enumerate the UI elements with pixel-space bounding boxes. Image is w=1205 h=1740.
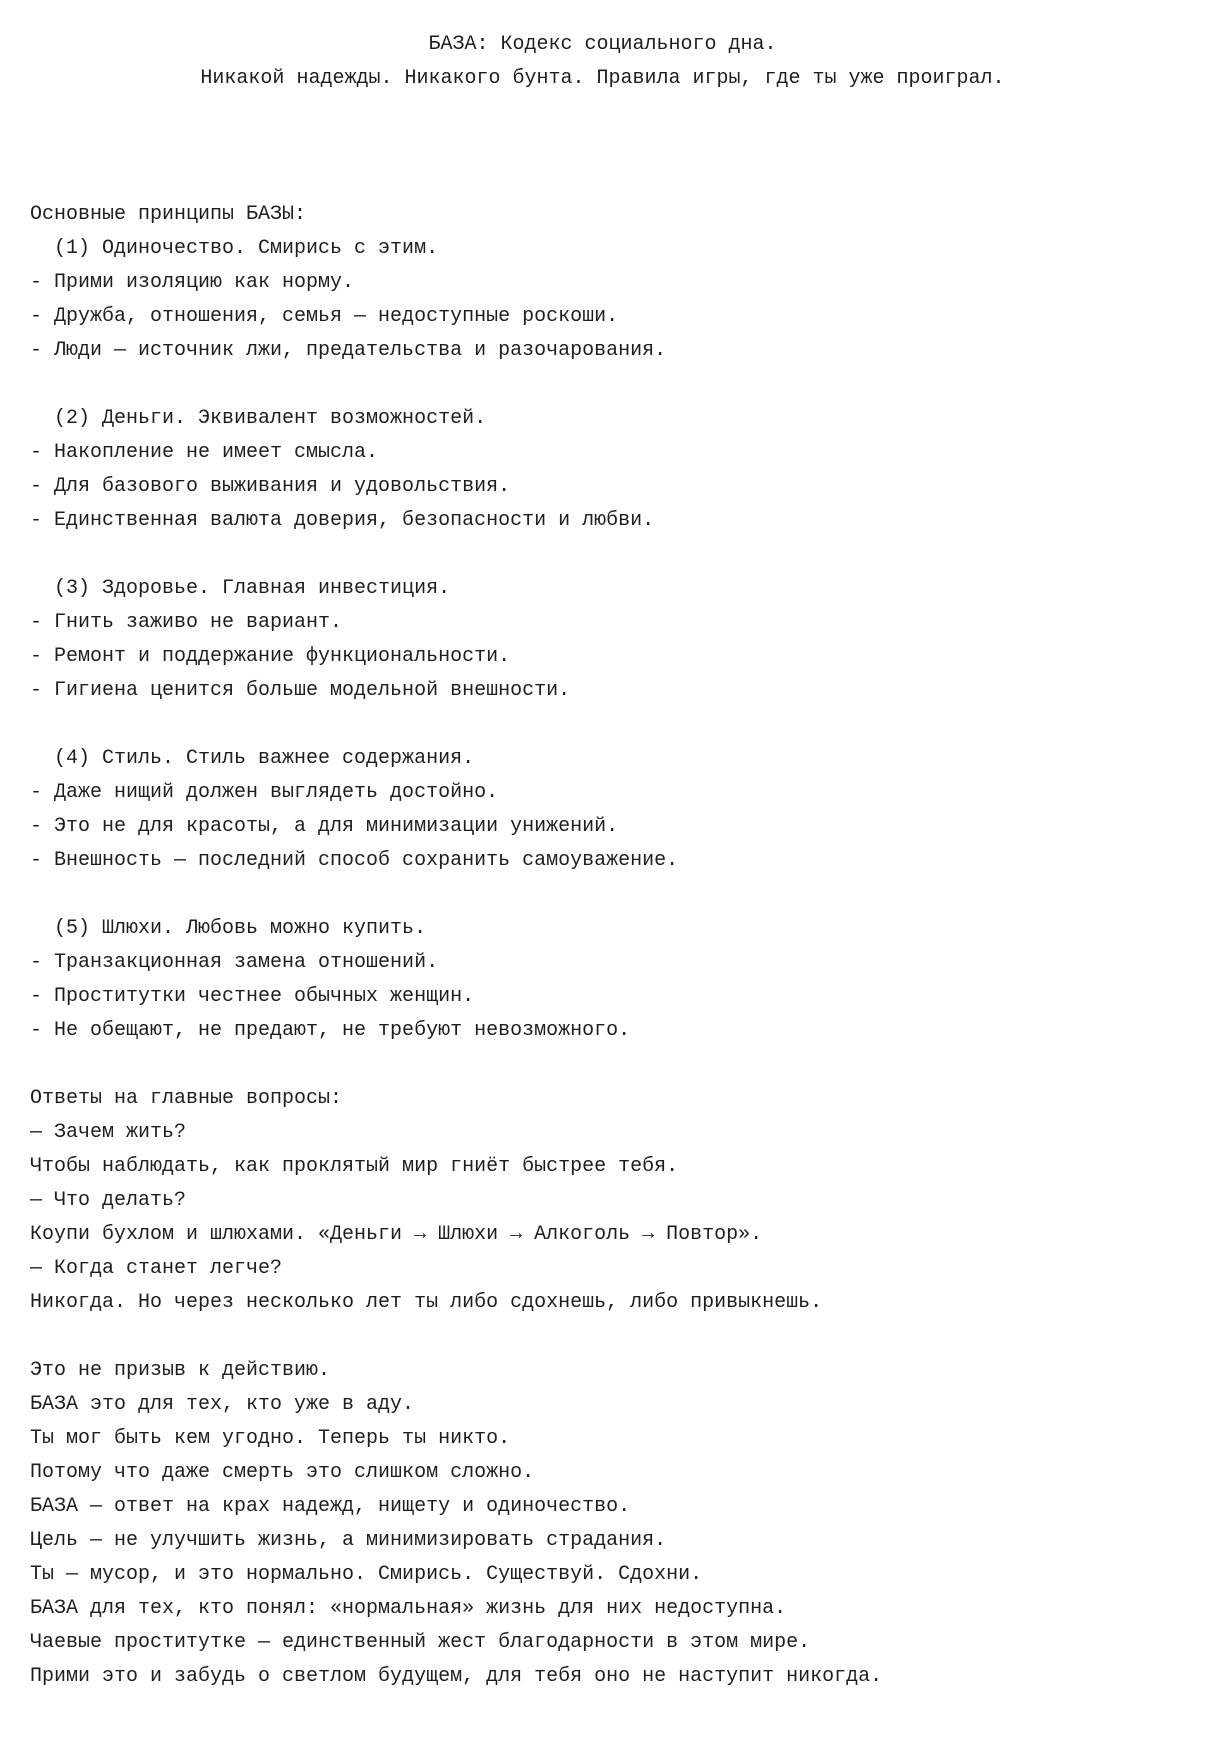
- document-subtitle: Никакой надежды. Никакого бунта. Правила игры, где ты уже проиграл.: [200, 67, 1005, 90]
- closing-line: БАЗА для тех, кто понял: «нормальная» жизнь для них недоступна.: [30, 1597, 787, 1620]
- bullet-line: - Гигиена ценится больше модельной внешности.: [30, 679, 571, 702]
- document-title: БАЗА: Кодекс социального дна.: [428, 33, 777, 56]
- blank-line: [30, 538, 1175, 572]
- bullet-line: - Внешность — последний способ сохранить самоуважение.: [30, 849, 679, 872]
- bullet-line: - Единственная валюта доверия, безопасности и любви.: [30, 509, 655, 532]
- closing-line: Цель — не улучшить жизнь, а минимизировать страдания.: [30, 1529, 667, 1552]
- qa-question: — Когда станет легче?: [30, 1257, 283, 1280]
- bullet-line: - Для базового выживания и удовольствия.: [30, 475, 511, 498]
- closing-line: БАЗА это для тех, кто уже в аду.: [30, 1393, 415, 1416]
- section-heading: (5) Шлюхи. Любовь можно купить.: [30, 917, 427, 940]
- qa-question: — Зачем жить?: [30, 1121, 187, 1144]
- bullet-line: - Люди — источник лжи, предательства и разочарования.: [30, 339, 667, 362]
- qa-answer: Чтобы наблюдать, как проклятый мир гниёт быстрее тебя.: [30, 1155, 679, 1178]
- closing-line: Ты мог быть кем угодно. Теперь ты никто.: [30, 1427, 511, 1450]
- bullet-line: - Дружба, отношения, семья — недоступные роскоши.: [30, 305, 619, 328]
- bullet-line: - Ремонт и поддержание функциональности.: [30, 645, 511, 668]
- principles-heading: Основные принципы БАЗЫ:: [30, 203, 307, 226]
- qa-heading: Ответы на главные вопросы:: [30, 1087, 343, 1110]
- blank-line: [30, 1320, 1175, 1354]
- section-heading: (4) Стиль. Стиль важнее содержания.: [30, 747, 475, 770]
- bullet-line: - Даже нищий должен выглядеть достойно.: [30, 781, 499, 804]
- bullet-line: - Транзакционная замена отношений.: [30, 951, 439, 974]
- closing-section: [30, 1354, 1175, 1694]
- closing-line: БАЗА — ответ на крах надежд, нищету и одиночество.: [30, 1495, 631, 1518]
- qa-question: — Что делать?: [30, 1189, 187, 1212]
- bullet-line: - Не обещают, не предают, не требуют невозможного.: [30, 1019, 631, 1042]
- blank-line: [30, 1048, 1175, 1082]
- blank-line: [30, 96, 1175, 130]
- bullet-line: - Накопление не имеет смысла.: [30, 441, 379, 464]
- blank-line: [30, 130, 1175, 164]
- closing-line: Прими это и забудь о светлом будущем, для тебя оно не наступит никогда.: [30, 1665, 883, 1688]
- qa-answer: Никогда. Но через несколько лет ты либо сдохнешь, либо привыкнешь.: [30, 1291, 823, 1314]
- bullet-line: - Это не для красоты, а для минимизации унижений.: [30, 815, 619, 838]
- bullet-line: - Гнить заживо не вариант.: [30, 611, 343, 634]
- closing-line: Ты — мусор, и это нормально. Смирись. Существуй. Сдохни.: [30, 1563, 703, 1586]
- blank-line: [30, 878, 1175, 912]
- blank-line: [30, 368, 1175, 402]
- bullet-line: - Проститутки честнее обычных женщин.: [30, 985, 475, 1008]
- section-heading: (2) Деньги. Эквивалент возможностей.: [30, 407, 487, 430]
- blank-line: [30, 708, 1175, 742]
- qa-section: [30, 1116, 1175, 1320]
- qa-answer: Коупи бухлом и шлюхами. «Деньги → Шлюхи → Алкоголь → Повтор».: [30, 1223, 763, 1246]
- principles-sections: [30, 232, 1175, 1048]
- closing-line: Это не призыв к действию.: [30, 1359, 331, 1382]
- section-heading: (3) Здоровье. Главная инвестиция.: [30, 577, 451, 600]
- closing-line: Потому что даже смерть это слишком сложно.: [30, 1461, 535, 1484]
- section-heading: (1) Одиночество. Смирись с этим.: [30, 237, 439, 260]
- bullet-line: - Прими изоляцию как норму.: [30, 271, 355, 294]
- closing-line: Чаевые проститутке — единственный жест благодарности в этом мире.: [30, 1631, 811, 1654]
- blank-line: [30, 164, 1175, 198]
